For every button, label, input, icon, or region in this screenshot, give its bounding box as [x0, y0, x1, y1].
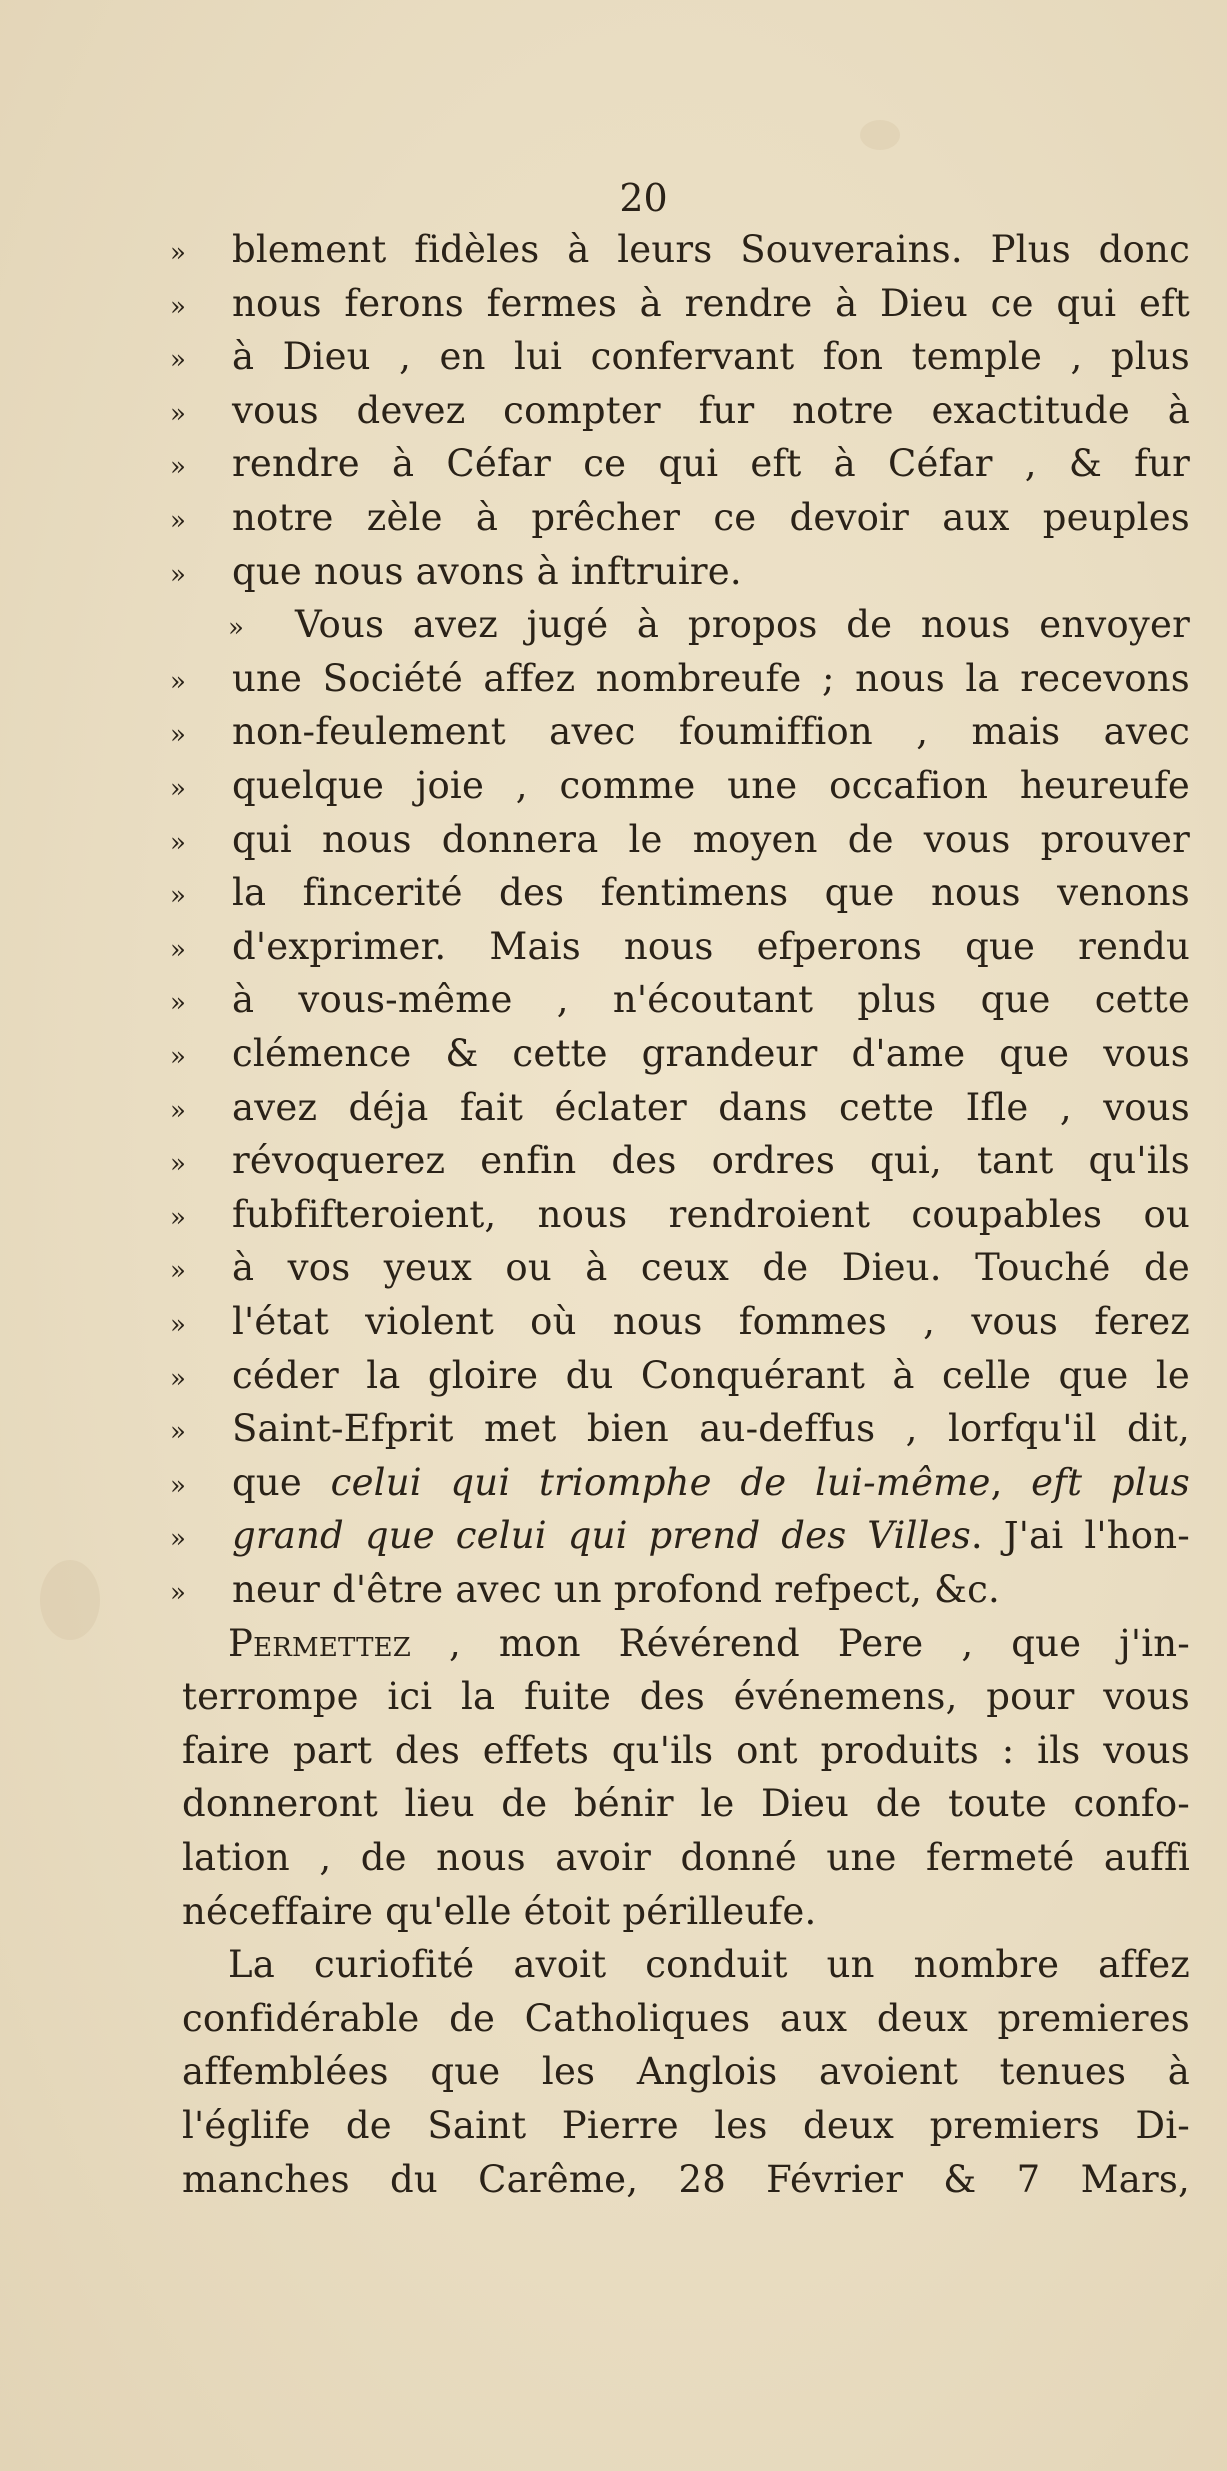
text-line	[0, 818, 1227, 870]
text-line	[0, 1943, 1227, 1995]
text-line	[0, 657, 1227, 709]
line-text: fubfifteroient, nous rendroient coupables ou	[232, 1192, 1190, 1236]
line-text: Saint-Efprit met bien au-deffus , lorfqu'il dit,	[232, 1407, 1190, 1451]
quote-mark: »	[170, 881, 186, 912]
text-line	[0, 335, 1227, 387]
line-text: quelque joie , comme une occafion heureufe	[232, 764, 1190, 807]
text-line	[0, 871, 1227, 923]
line-text: avez déja fait éclater dans cette Ifle , vous	[232, 1085, 1190, 1129]
line-text: faire part des effets qu'ils ont produits : ils vous	[182, 1728, 1190, 1772]
quote-mark: »	[170, 345, 186, 376]
text-line	[0, 2050, 1227, 2102]
text-line	[0, 925, 1227, 977]
text-line	[0, 603, 1227, 655]
quote-mark: »	[170, 988, 186, 1019]
line-text: à Dieu , en lui confervant fon temple , plus	[232, 335, 1190, 379]
line-text: néceffaire qu'elle étoit périlleufe.	[182, 1889, 817, 1933]
line-text: manches du Carême, 28 Février & 7 Mars,	[182, 2157, 1190, 2201]
quote-mark: »	[170, 1470, 186, 1501]
text-line	[0, 1836, 1227, 1888]
line-text: que nous avons à inftruire.	[232, 549, 742, 593]
text-line	[0, 1246, 1227, 1298]
line-text: que celui qui triomphe de lui-même, eft plus	[232, 1460, 1190, 1504]
paper-stain	[860, 120, 900, 150]
text-line	[0, 1890, 1227, 1942]
line-text: la fincerité des fentimens que nous venons	[232, 871, 1190, 915]
line-text: confidérable de Catholiques aux deux premieres	[182, 1996, 1190, 2040]
quote-mark: »	[170, 291, 186, 322]
quote-mark: »	[170, 1578, 186, 1608]
quote-mark: »	[170, 559, 186, 590]
quote-mark: »	[170, 827, 186, 858]
text-line	[0, 1782, 1227, 1834]
quote-mark: »	[170, 1363, 186, 1394]
quote-mark: »	[170, 1042, 186, 1072]
text-line	[0, 1193, 1227, 1245]
text-line	[0, 228, 1227, 280]
text-line	[0, 1461, 1227, 1513]
text-line	[0, 978, 1227, 1030]
line-text: terrompe ici la fuite des événemens, pour vous	[182, 1675, 1190, 1719]
text-line	[0, 550, 1227, 602]
line-text: non-feulement avec foumiffion , mais avec	[232, 710, 1190, 754]
text-line	[0, 1300, 1227, 1352]
text-line	[0, 1354, 1227, 1406]
line-text: qui nous donnera le moyen de vous prouver	[232, 817, 1190, 861]
line-text: révoquerez enfin des ordres qui, tant qu'ils	[232, 1139, 1190, 1183]
page-number: 20	[619, 176, 668, 220]
text-line	[0, 2104, 1227, 2156]
text-line	[0, 496, 1227, 548]
text-line	[0, 1086, 1227, 1138]
quote-mark: »	[170, 238, 186, 268]
text-line	[0, 1514, 1227, 1566]
line-text: d'exprimer. Mais nous efperons que rendu	[232, 924, 1190, 968]
line-text: à vous-même , n'écoutant plus que cette	[232, 978, 1190, 1022]
text-line	[0, 2158, 1227, 2210]
quote-mark: »	[170, 1202, 186, 1233]
line-text: blement fidèles à leurs Souverains. Plus donc	[232, 228, 1190, 271]
quote-mark: »	[170, 666, 186, 697]
text-line	[0, 710, 1227, 762]
quote-mark: »	[170, 1256, 186, 1287]
quote-mark: »	[170, 720, 186, 751]
text-line	[0, 1568, 1227, 1620]
text-line	[0, 764, 1227, 816]
line-text: nous ferons fermes à rendre à Dieu ce qui eft	[232, 281, 1190, 325]
line-text: Vous avez jugé à propos de nous envoyer	[295, 603, 1190, 647]
text-line	[0, 1675, 1227, 1727]
text-line	[0, 389, 1227, 441]
line-text: La curiofité avoit conduit un nombre affez	[228, 1943, 1190, 1987]
line-text: rendre à Céfar ce qui eft à Céfar , & fur	[232, 442, 1190, 486]
quote-mark: »	[170, 1149, 186, 1180]
text-line	[0, 1407, 1227, 1459]
quote-mark: »	[170, 452, 186, 483]
quote-mark: »	[170, 398, 186, 429]
line-text: grand que celui qui prend des Villes. J'ai l'hon-	[232, 1514, 1190, 1558]
quote-mark: »	[170, 1310, 186, 1340]
line-text: affemblées que les Anglois avoient tenues à	[182, 2050, 1190, 2094]
line-text: notre zèle à prêcher ce devoir aux peuples	[232, 496, 1190, 539]
line-text: donneront lieu de bénir le Dieu de toute confo-	[182, 1782, 1190, 1826]
quote-mark: »	[170, 1524, 186, 1555]
line-text: vous devez compter fur notre exactitude à	[232, 388, 1190, 432]
line-text: clémence & cette grandeur d'ame que vous	[232, 1032, 1190, 1075]
line-text: une Société affez nombreufe ; nous la recevons	[232, 656, 1190, 700]
text-line	[0, 1622, 1227, 1674]
line-text: l'églife de Saint Pierre les deux premiers Di-	[182, 2104, 1190, 2147]
line-text: l'état violent où nous fommes , vous ferez	[232, 1300, 1190, 1343]
text-line	[0, 1032, 1227, 1084]
line-text: neur d'être avec un profond refpect, &c.	[232, 1568, 1001, 1611]
quote-mark: »	[170, 934, 186, 965]
text-line	[0, 1997, 1227, 2049]
line-text: à vos yeux ou à ceux de Dieu. Touché de	[232, 1246, 1190, 1290]
line-text: lation , de nous avoir donné une fermeté auffi	[182, 1836, 1190, 1879]
line-text: Permettez , mon Révérend Pere , que j'in-	[228, 1621, 1190, 1665]
quote-mark: »	[170, 1417, 186, 1448]
text-line	[0, 1729, 1227, 1781]
quote-mark: »	[170, 1095, 186, 1126]
line-text: céder la gloire du Conquérant à celle que le	[232, 1353, 1190, 1397]
quote-mark: »	[170, 774, 186, 804]
quote-mark: »	[170, 506, 186, 536]
text-line	[0, 1139, 1227, 1191]
text-line	[0, 442, 1227, 494]
quote-mark: »	[228, 613, 244, 644]
text-line	[0, 282, 1227, 334]
